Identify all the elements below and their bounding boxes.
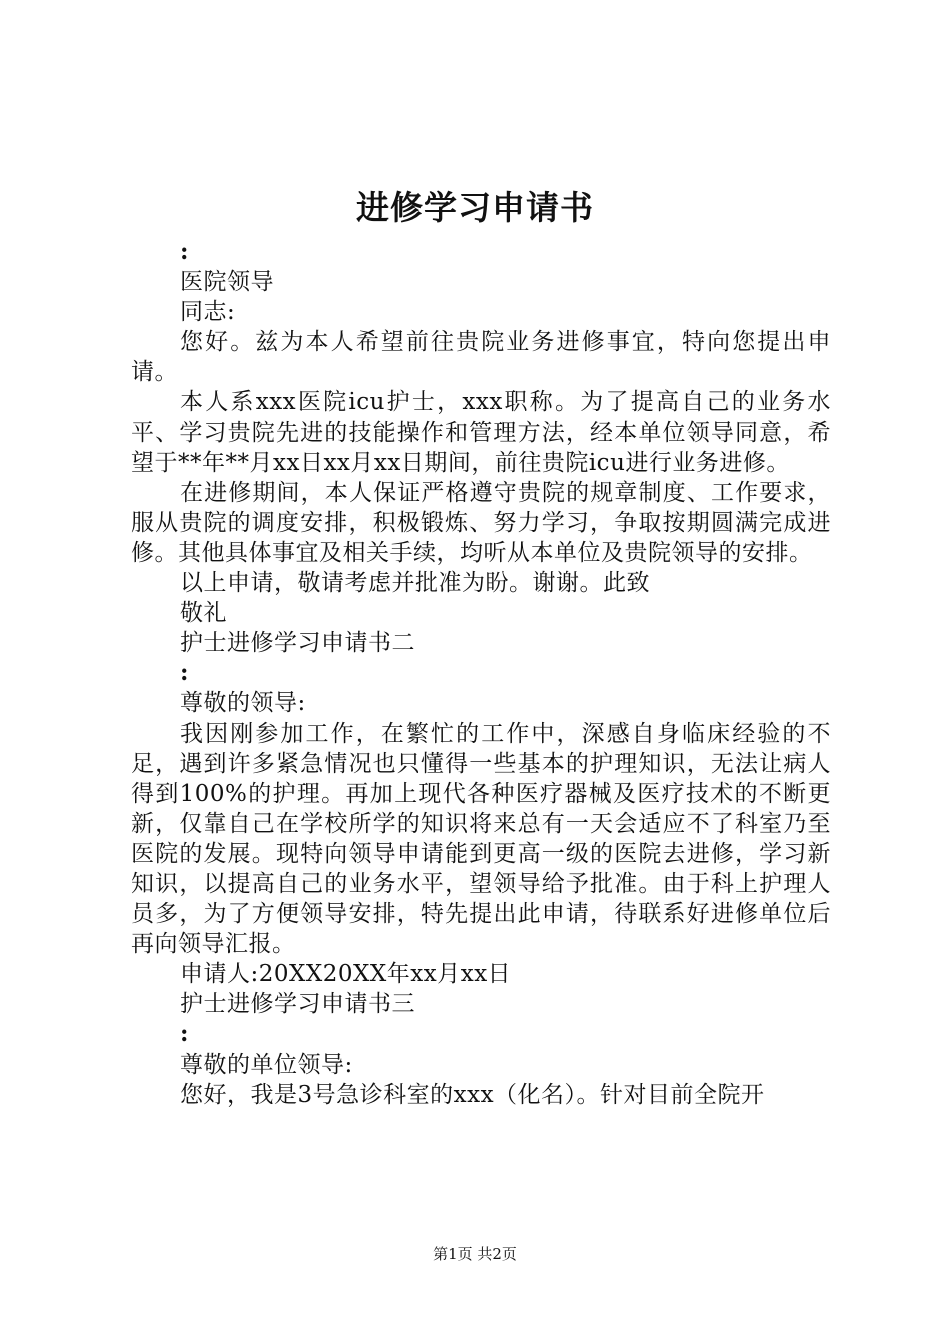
page-footer: 第1页 共2页 [433, 1245, 517, 1263]
recipient-line: 尊敬的领导: [180, 690, 306, 717]
recipient-title-line: 同志: [180, 299, 236, 326]
salutation-colon: : [180, 238, 189, 265]
document-title: 进修学习申请书 [356, 188, 594, 227]
body-paragraph: 我因刚参加工作，在繁忙的工作中，深感自身临床经验的不足，遇到许多紧急情况也只懂得一些基本的护理知识，无法让病人得到100%的护理。再加上现代各种医疗器械及医疗技术的不断更新，仅靠自己在学校所学的知识将来总有一天会适应不了科室乃至医院的发展。现特向领导申请能到更高一级的医院去进修，学习新知识，以提高自己的业务水平，望领导给予批准。由于科上护理人员多，为了方便领导安排，特先提出此申请，待联系好进修单位后再向领导汇报。 [131, 720, 831, 958]
body-paragraph: 本人系xxx医院icu护士，xxx职称。为了提高自己的业务水平、学习贵院先进的技能操作和管理方法，经本单位领导同意，希望于**年**月xx日xx月xx日期间，前往贵院icu进行业务进修。 [131, 389, 831, 476]
signature-line: 申请人:20XX20XX年xx月xx日 [180, 961, 512, 988]
section-heading: 护士进修学习申请书二 [180, 630, 415, 657]
recipient-line: 尊敬的单位领导: [180, 1051, 353, 1078]
section-heading: 护士进修学习申请书三 [180, 991, 415, 1018]
document-body [131, 237, 831, 1110]
regards-line: 敬礼 [180, 600, 227, 627]
salutation-colon: : [180, 1020, 189, 1048]
salutation-colon: : [180, 659, 189, 687]
body-paragraph: 在进修期间，本人保证严格遵守贵院的规章制度、工作要求，服从贵院的调度安排，积极锻炼、努力学习，争取按期圆满完成进修。其他具体事宜及相关手续，均听从本单位及贵院领导的安排。 [131, 479, 831, 566]
body-paragraph: 您好，我是3号急诊科室的xxx（化名）。针对目前全院开 [180, 1081, 765, 1108]
body-paragraph: 您好。兹为本人希望前往贵院业务进修事宜，特向您提出申请。 [131, 329, 831, 386]
closing-line: 以上申请，敬请考虑并批准为盼。谢谢。此致 [180, 570, 650, 597]
recipient-line: 医院领导 [180, 269, 274, 296]
